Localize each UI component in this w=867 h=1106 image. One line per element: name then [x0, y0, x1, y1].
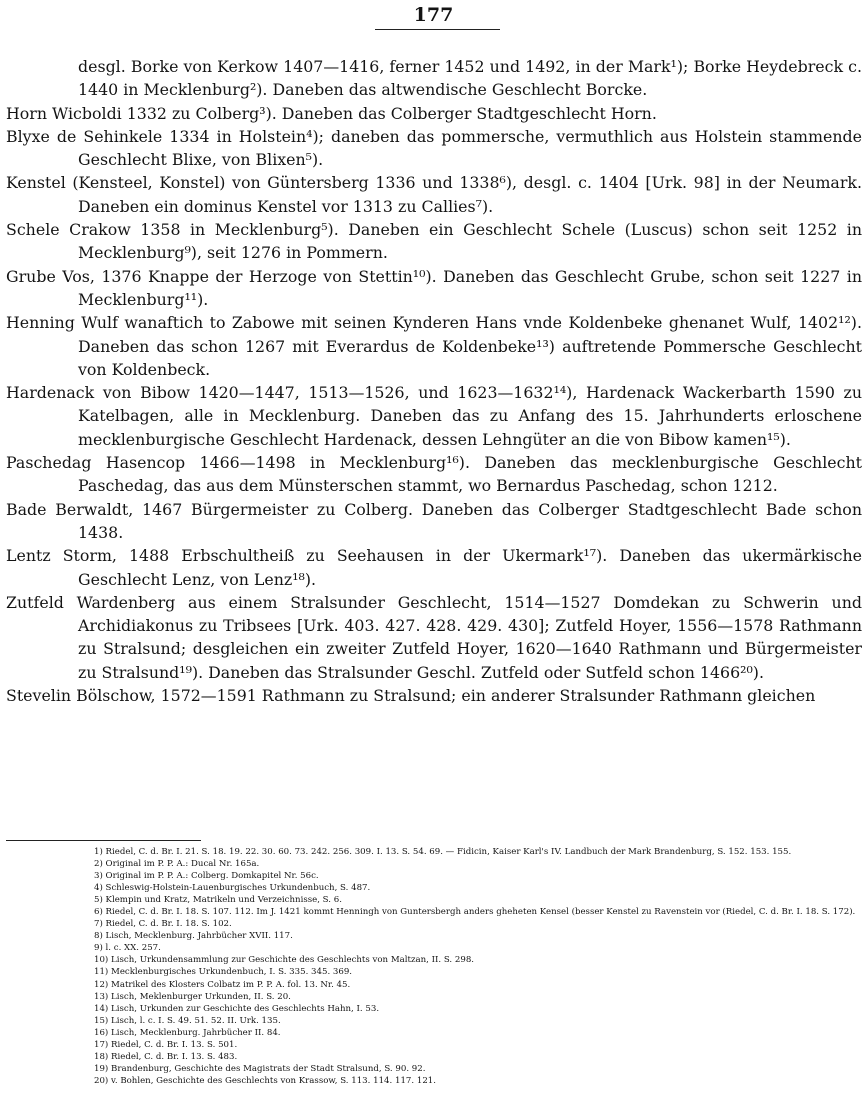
main-text — [6, 55, 862, 707]
text-entry: Bade Berwaldt, 1467 Bürgermeister zu Colberg. Daneben das Colberger Stadtgeschlecht Bade schon 1438. — [6, 499, 862, 542]
footnote: 15) Lisch, l. c. I. S. 49. 51. 52. II. Urk. 135. — [94, 1015, 281, 1026]
footnote: 8) Lisch, Mecklenburg. Jahrbücher XVII. 117. — [94, 931, 293, 942]
footnote: 7) Riedel, C. d. Br. I. 18. S. 102. — [94, 919, 232, 930]
page-number: 177 — [413, 4, 454, 26]
footnote: 12) Matrikel des Klosters Colbatz im P. P. A. fol. 13. Nr. 45. — [94, 979, 351, 990]
footnote: 10) Lisch, Urkundensammlung zur Geschichte des Geschlechts von Maltzan, II. S. 298. — [94, 955, 475, 966]
footnote: 3) Original im P. P. A.: Colberg. Domkapitel Nr. 56c. — [94, 871, 319, 882]
text-entry: Kenstel (Kensteel, Konstel) von Güntersberg 1336 und 1338⁶), desgl. c. 1404 [Urk. 98] in der Neumark. Daneben ein dominus Kenstel vor 1313 zu Callies⁷). — [6, 173, 862, 216]
footnote: 6) Riedel, C. d. Br. I. 18. S. 107. 112. Im J. 1421 kommt Henningh von Guntersbergh anders gheheten Kensel (besser Kenstel zu Ravenstein vor (Riedel, C. d. Br. I. 18. S. 172). — [94, 907, 856, 918]
footnote-rule — [6, 840, 201, 841]
footnote: 19) Brandenburg, Geschichte des Magistrats der Stadt Stralsund, S. 90. 92. — [94, 1063, 426, 1074]
footnote: 20) v. Bohlen, Geschichte des Geschlechts von Krassow, S. 113. 114. 117. 121. — [94, 1075, 436, 1086]
text-entry: Zutfeld Wardenberg aus einem Stralsunder Geschlecht, 1514—1527 Domdekan zu Schwerin und Archidiakonus zu Tribsees [Urk. 403. 427. 428. 429. 430]; Zutfeld Hoyer, 1556—1578 Rathmann zu Stralsund; desgleichen ein zweiter Zutfeld Hoyer, 1620—1640 Rathmann und Bürgermeister zu Stralsund¹⁹). Daneben das Stralsunder Geschl. Zutfeld oder Sutfeld schon 1466²⁰). — [6, 592, 862, 682]
text-entry: desgl. Borke von Kerkow 1407—1416, ferner 1452 und 1492, in der Mark¹); Borke Heydebreck c. 1440 in Mecklenburg²). Daneben das altwendische Geschlecht Borcke. — [78, 57, 862, 100]
footnote: 14) Lisch, Urkunden zur Geschichte des Geschlechts Hahn, I. 53. — [94, 1003, 380, 1014]
text-entry: Stevelin Bölschow, 1572—1591 Rathmann zu Stralsund; ein anderer Stralsunder Rathmann gleichen — [6, 686, 816, 706]
text-entry: Schele Crakow 1358 in Mecklenburg⁵). Daneben ein Geschlecht Schele (Luscus) schon seit 1252 in Mecklenburg⁹), seit 1276 in Pommern. — [6, 220, 862, 263]
footnote: 9) l. c. XX. 257. — [94, 943, 161, 954]
footnote: 16) Lisch, Mecklenburg. Jahrbücher II. 84. — [94, 1027, 281, 1038]
footnote: 11) Mecklenburgisches Urkundenbuch, I. S. 335. 345. 369. — [94, 967, 353, 978]
text-entry: Grube Vos, 1376 Knappe der Herzoge von Stettin¹⁰). Daneben das Geschlecht Grube, schon seit 1227 in Mecklenburg¹¹). — [6, 266, 862, 309]
text-entry: Paschedag Hasencop 1466—1498 in Mecklenburg¹⁶). Daneben das mecklenburgische Geschlecht Paschedag, das aus dem Münsterschen stammt, wo Bernardus Paschedag, schon 1212. — [6, 453, 862, 496]
footnote: 17) Riedel, C. d. Br. I. 13. S. 501. — [94, 1039, 238, 1050]
footnote: 13) Lisch, Meklenburger Urkunden, II. S. 20. — [94, 991, 291, 1002]
footnote: 1) Riedel, C. d. Br. I. 21. S. 18. 19. 22. 30. 60. 73. 242. 256. 309. I. 13. S. 54. 69. — Fidicin, Kaiser Karl's IV. Landbuch der Mark Brandenburg, S. 152. 153. 155. — [94, 847, 792, 857]
text-entry: Hardenack von Bibow 1420—1447, 1513—1526, und 1623—1632¹⁴), Hardenack Wackerbarth 1590 zu Katelbagen, alle in Mecklenburg. Daneben das zu Anfang des 15. Jahrhunderts erloschene mecklenburgische Geschlecht Hardenack, dessen Lehngüter an die von Bibow kamen¹⁵). — [6, 383, 862, 449]
footnote: 2) Original im P. P. A.: Ducal Nr. 165a. — [94, 859, 260, 870]
footnote: 5) Klempin und Kratz, Matrikeln und Verzeichnisse, S. 6. — [94, 895, 342, 906]
text-entry: Lentz Storm, 1488 Erbschultheiß zu Seehausen in der Ukermark¹⁷). Daneben das ukermärkische Geschlecht Lenz, von Lenz¹⁸). — [6, 546, 862, 589]
footnote: 4) Schleswig-Holstein-Lauenburgisches Urkundenbuch, S. 487. — [94, 883, 371, 894]
header-rule — [375, 29, 500, 30]
text-entry: Blyxe de Sehinkele 1334 in Holstein⁴); daneben das pommersche, vermuthlich aus Holstein stammende Geschlecht Blixe, von Blixen⁵). — [6, 126, 862, 170]
footnotes — [6, 846, 862, 1087]
footnote: 18) Riedel, C. d. Br. I. 13. S. 483. — [94, 1051, 238, 1062]
text-entry: Henning Wulf wanaftich to Zabowe mit seinen Kynderen Hans vnde Koldenbeke ghenanet Wulf, 1402¹²). Daneben das schon 1267 mit Everardus de Koldenbeke¹³) auftretende Pommersche Geschlecht von Koldenbeck. — [6, 313, 862, 379]
text-entry: Horn Wicboldi 1332 zu Colberg³). Daneben das Colberger Stadtgeschlecht Horn. — [6, 103, 657, 123]
